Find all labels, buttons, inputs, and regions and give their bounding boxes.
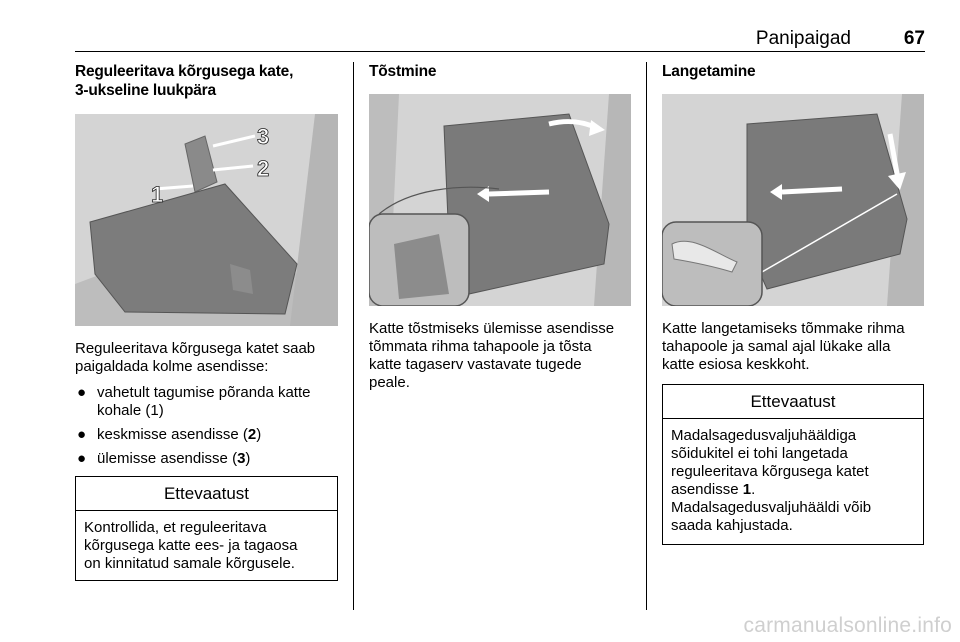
figure-cover-positions [75,114,338,326]
column-3-text [662,320,932,374]
intro-paragraph: Reguleeritava kõrgusega katet saab paigaldada kolme asendisse: [75,340,316,375]
caution-text: Madalsagedusvaljuhääldiga sõidukitel ei tohi langetada reguleeritava kõrgusega katet asendisse 1. Madalsagedusvaljuhääldi võib saada kahjustada. [671,427,872,534]
list-item: ● keskmisse asendisse (2) [77,426,262,443]
caution-title: Ettevaatust [663,385,923,419]
column-divider-2 [646,62,647,610]
caution-box-2 [662,384,924,545]
lowering-heading: Langetamine [662,63,756,80]
watermark: carmanualsonline.info [743,614,952,637]
list-item: ● ülemisse asendisse (3) [77,450,251,467]
bullet-icon: ● [77,384,87,401]
column-divider-1 [353,62,354,610]
figure-raising [369,94,631,306]
column-3 [662,62,927,81]
bullet-icon: ● [77,426,87,443]
column-1 [75,62,340,100]
position-list [75,384,340,468]
page-number: 67 [903,28,925,49]
raising-paragraph: Katte tõstmiseks ülemisse asendisse tõmmata rihma tahapoole ja tõsta katte tagaserv vastavate tugede peale. [369,320,615,391]
column-1-text [75,340,340,474]
section-heading: Reguleeritava kõrgusega kate, 3-ukseline luukpära [75,63,294,99]
callout-2: 2 [257,156,270,181]
caution-title: Ettevaatust [76,477,337,511]
lowering-paragraph: Katte langetamiseks tõmmake rihma tahapoole ja samal ajal lükake alla katte esiosa keskkoht. [662,320,905,373]
callout-1: 1 [151,182,164,207]
column-2-text [369,320,639,392]
list-item: ● vahetult tagumise põranda katte kohale (1) [77,384,311,419]
caution-box-1 [75,476,338,581]
page-header [75,26,925,52]
bullet-icon: ● [77,450,87,467]
raising-heading: Tõstmine [369,63,437,80]
column-2 [369,62,634,81]
callout-3: 3 [257,124,270,149]
figure-lowering [662,94,924,306]
caution-text: Kontrollida, et reguleeritava kõrgusega katte ees- ja tagaosa on kinnitatud samale kõrgusele. [84,519,298,572]
section-title: Panipaigad [755,28,851,49]
